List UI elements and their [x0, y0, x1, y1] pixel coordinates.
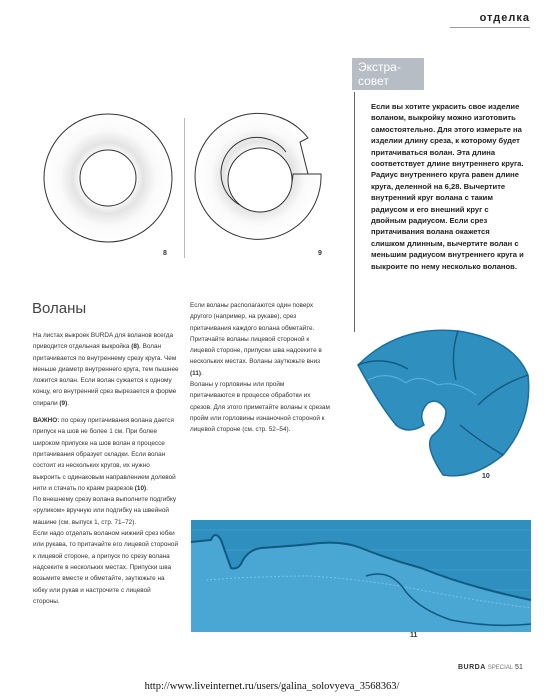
- figure-ref: (9): [59, 399, 68, 407]
- page-number: 51: [515, 664, 523, 671]
- tip-rule: [354, 92, 355, 332]
- paragraph: [33, 415, 179, 494]
- paragraph: [33, 330, 179, 409]
- figure-ref: (8): [131, 343, 140, 351]
- figure-11-number: 11: [410, 632, 418, 639]
- figure-11-fabric-seam: [191, 520, 531, 632]
- tip-body: Если вы хотите украсить свое изделие воланом, выкройку можно изготовить самостоятельно. Для этого измерьте на изделии длину среза, к которому будет притачиваться волан. Эта длина соответствует длине внутреннего круга. Радиус внутреннего круга равен длине круга, деленной на 6,28. Вычертите внутренний круг волана с таким радиусом и его внешний круг с двойным радиусом. Если срез притачивания волана окажется слишком длинным, вычертите волан с меньшим радиусом внутреннего круга и выкроите по нему несколько воланов.: [371, 102, 524, 271]
- text: Притачайте воланы лицевой стороной к лицевой стороне, припуски шва надсеките в нескольких местах. Воланы заутюжьте вниз: [190, 335, 322, 366]
- figure-10-number: 10: [482, 473, 490, 480]
- figure-ref: (11): [190, 369, 202, 377]
- page-footer: [458, 664, 523, 671]
- tip-title: [358, 60, 420, 88]
- text: по срезу притачивания волана дается припуск на шов не более 1 см. При более широком припуске на шов волан в процессе притачивания образует складки. Если волан состоит из нескольких кругов, их нужно выкроить с одинаковым направлением долевой нити и стачать по краям разрезов: [33, 417, 176, 492]
- text: . Волан притачивается по внутреннему срезу круга. Чем меньше диаметр внутреннего круга, тем пышнее ложится волан. Если волан сужается к одному концу, его внутренний срез вырезается в форме спирали: [33, 343, 179, 407]
- paragraph: Если надо отделать воланом нижний срез юбки или рукава, то притачайте его лицевой стороной к лицевой стороне, а припуск по срезу волана надсеките в нескольких местах. Припуски шва возьмите вместе и обметайте, заутюжьте на юбку или рукав и настрочите с лицевой стороны.: [33, 530, 179, 605]
- important-label: ВАЖНО:: [33, 417, 60, 425]
- figure-9-number: 9: [318, 250, 322, 257]
- figure-10-fabric-flounce: [338, 325, 533, 485]
- watermark-url[interactable]: http://www.liveinternet.ru/users/galina_solovyeva_3568363/: [144, 681, 400, 692]
- figure-ref: (10): [134, 484, 147, 492]
- figure-divider: [184, 118, 185, 258]
- article-left-column: [33, 330, 179, 607]
- tip-title-line-1: Экстра-: [358, 60, 401, 74]
- paragraph: [190, 334, 330, 379]
- article-middle-column: [190, 300, 330, 436]
- figure-9-spiral: [188, 108, 328, 248]
- figure-8-number: 8: [163, 250, 167, 257]
- text: На листах выкроек BURDA для воланов всегда приводится отдельная выкройка: [33, 332, 173, 351]
- text: .: [67, 399, 70, 407]
- section-label: отделка: [479, 12, 530, 24]
- footer-brand: BURDA: [458, 664, 486, 671]
- paragraph: Если воланы располагаются один поверх другого (например, на рукаве), срез притачивания каждого волана обметайте.: [190, 302, 315, 332]
- article-heading: Воланы: [32, 300, 87, 317]
- figure-8-ring: [38, 108, 178, 248]
- paragraph: Воланы у горловины или пройм притачиваются в процессе обработки их срезов. Для этого приметайте воланы к срезам пройм или горловины изнаночной стороной к лицевой стороне (см. стр. 52–54).: [190, 381, 330, 434]
- text: .: [146, 484, 148, 492]
- footer-sub: SPECIAL: [487, 665, 514, 671]
- tip-title-line-2: совет: [358, 74, 389, 88]
- text: .: [201, 369, 203, 377]
- header-rule: [450, 27, 530, 28]
- paragraph: По внешнему срезу волана выполните подгибку «руликом» вручную или подгибку на швейной машине (см. выпуск 1, стр. 71–72).: [33, 496, 177, 526]
